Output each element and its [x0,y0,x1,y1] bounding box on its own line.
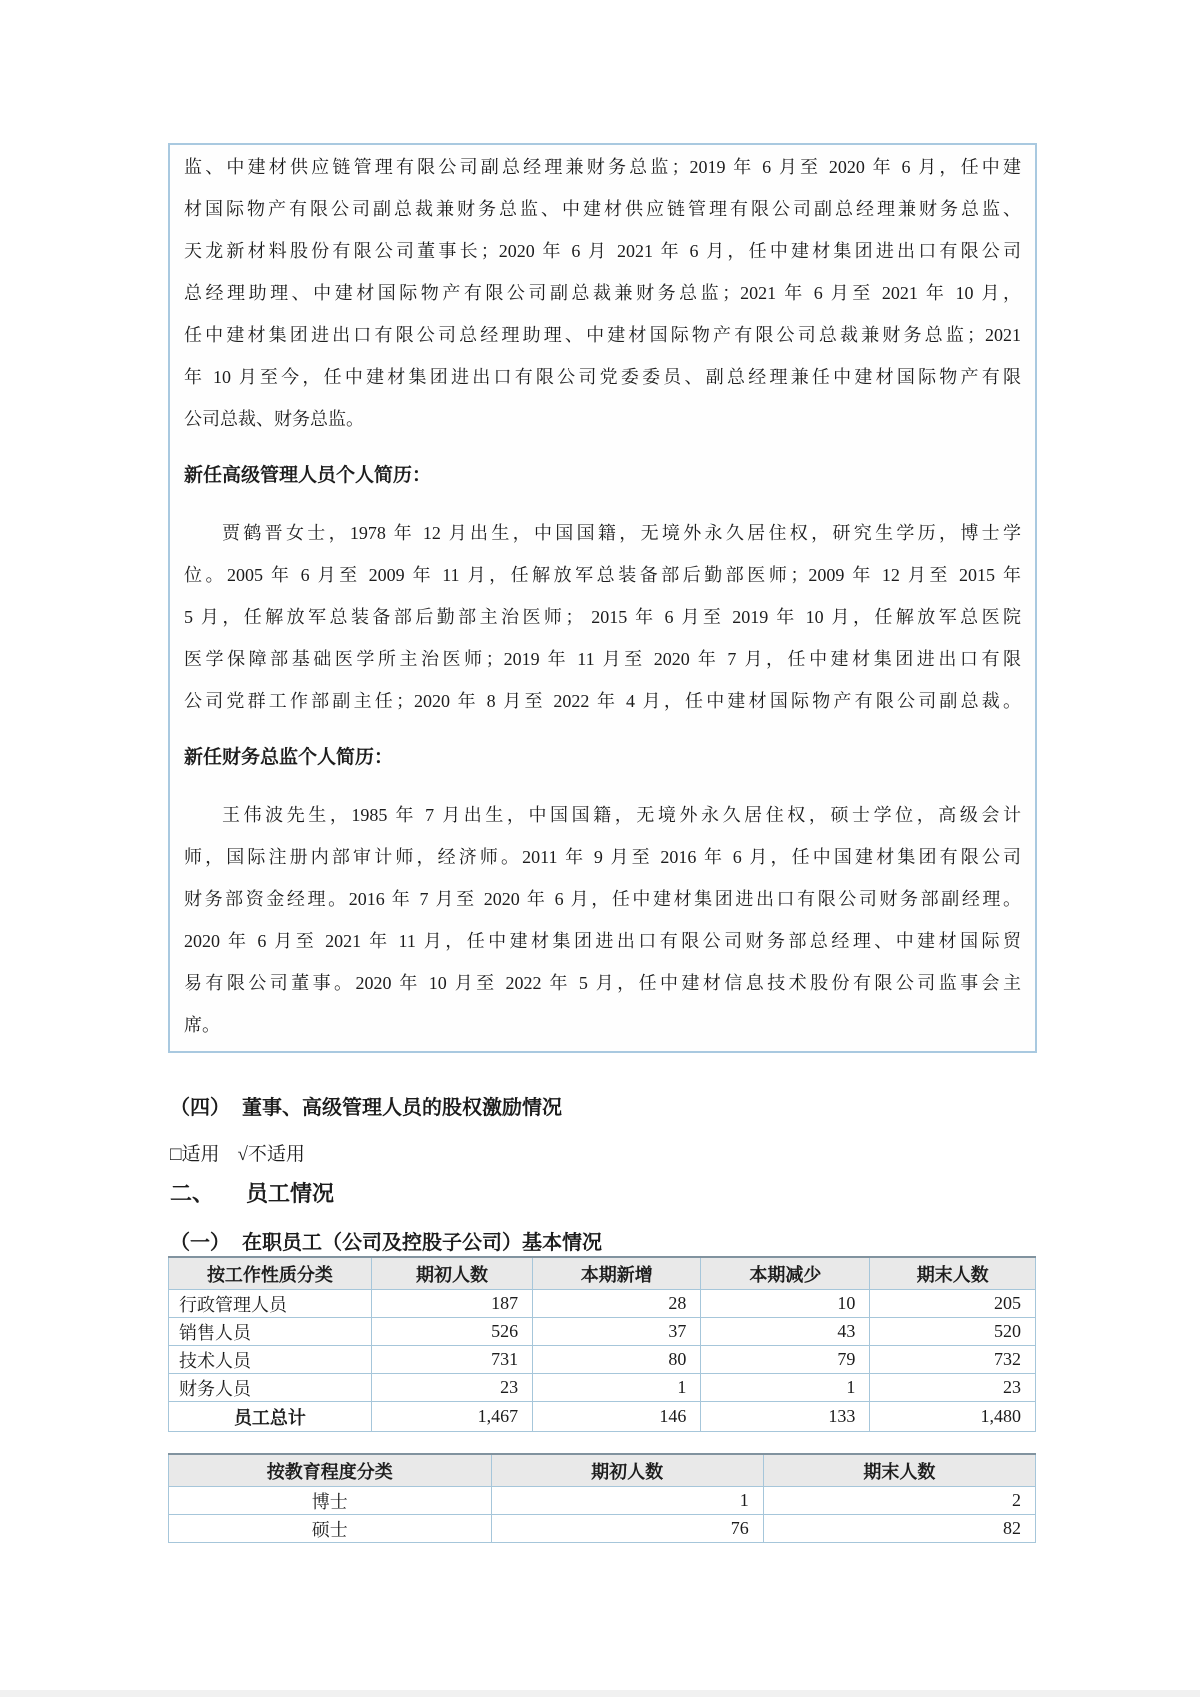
table-header-row [169,1454,1036,1487]
value-cell: 76 [491,1515,763,1543]
header-cell: 期末人数 [870,1257,1036,1290]
subsection-1-heading [170,1226,602,1255]
value-cell: 520 [870,1318,1036,1346]
section-4-heading [170,1091,562,1120]
checkbox-applicable-unchecked: □适用 [170,1144,220,1165]
category-cell: 博士 [169,1487,492,1515]
paragraph-line: 总经理助理、中建材国际物产有限公司副总裁兼财务总监；2021 年 6 月至 2021 年 10 月， [184,283,1021,303]
senior-manager-bio-paragraph [184,512,1021,722]
paragraph-line: 医学保障部基础医学所主治医师；2019 年 11 月至 2020 年 7 月，任中建材集团进出口有限 [184,649,1021,669]
value-cell: 23 [870,1374,1036,1402]
value-cell: 10 [701,1290,870,1318]
value-cell: 731 [371,1346,532,1374]
new-cfo-bio-heading: 新任财务总监个人简历： [184,747,394,768]
cfo-bio-paragraph [184,794,1021,1046]
value-cell: 1 [701,1374,870,1402]
header-cell: 按教育程度分类 [169,1454,492,1487]
category-cell: 技术人员 [169,1346,372,1374]
table-row [169,1487,1036,1515]
value-cell: 1 [533,1374,701,1402]
paragraph-line: 师，国际注册内部审计师，经济师。2011 年 9 月至 2016 年 6 月，任中国建材集团有限公司 [184,847,1021,867]
header-cell: 按工作性质分类 [169,1257,372,1290]
employees-by-education-table [168,1453,1036,1543]
table-row [169,1318,1036,1346]
management-bio-box [168,143,1037,1053]
paragraph-line: 监、中建材供应链管理有限公司副总经理兼财务总监；2019 年 6 月至 2020 年 6 月，任中建 [184,157,1021,177]
category-cell: 销售人员 [169,1318,372,1346]
value-cell: 28 [533,1290,701,1318]
table-total-row [169,1402,1036,1432]
value-cell: 133 [701,1402,870,1432]
value-cell: 82 [763,1515,1035,1543]
value-cell: 80 [533,1346,701,1374]
header-cell: 期初人数 [371,1257,532,1290]
page-edge-shadow [0,1690,1200,1697]
paragraph-line: 贾鹤晋女士，1978 年 12 月出生，中国国籍，无境外永久居住权，研究生学历，博士学 [222,523,1021,543]
paragraph-line: 公司总裁、财务总监。 [184,409,364,429]
employees-by-role-table [168,1256,1036,1432]
value-cell: 43 [701,1318,870,1346]
value-cell: 205 [870,1290,1036,1318]
paragraph-line: 易有限公司董事。2020 年 10 月至 2022 年 5 月，任中建材信息技术股份有限公司监事会主 [184,973,1021,993]
section-4-title: 董事、高级管理人员的股权激励情况 [242,1097,562,1119]
table-row [169,1374,1036,1402]
paragraph-line: 2020 年 6 月至 2021 年 11 月，任中建材集团进出口有限公司财务部总经理、中建材国际贸 [184,931,1021,951]
value-cell: 146 [533,1402,701,1432]
section-2-number: 二、 [170,1181,215,1206]
paragraph-line: 财务部资金经理。2016 年 7 月至 2020 年 6 月，任中建材集团进出口有限公司财务部副经理。 [184,889,1021,909]
total-label-cell: 员工总计 [169,1402,372,1432]
value-cell: 526 [371,1318,532,1346]
checkmark-not-applicable: √不适用 [237,1144,305,1165]
category-cell: 行政管理人员 [169,1290,372,1318]
new-senior-manager-bio-heading: 新任高级管理人员个人简历： [184,465,432,486]
section-2-heading [170,1177,334,1208]
value-cell: 732 [870,1346,1036,1374]
table-header-row [169,1257,1036,1290]
subsection-1-number: （一） [170,1232,230,1254]
table-row [169,1515,1036,1543]
applicability-line [170,1139,305,1166]
paragraph-line: 位。2005 年 6 月至 2009 年 11 月，任解放军总装备部后勤部医师；2009 年 12 月至 2015 年 [184,565,1021,585]
paragraph-line: 材国际物产有限公司副总裁兼财务总监、中建材供应链管理有限公司副总经理兼财务总监、 [184,199,1021,219]
header-cell: 期初人数 [491,1454,763,1487]
paragraph-line: 王伟波先生，1985 年 7 月出生，中国国籍，无境外永久居住权，硕士学位，高级会计 [222,805,1021,825]
value-cell: 23 [371,1374,532,1402]
paragraph-line: 公司党群工作部副主任；2020 年 8 月至 2022 年 4 月，任中建材国际物产有限公司副总裁。 [184,691,1021,711]
paragraph-line: 年 10 月至今，任中建材集团进出口有限公司党委委员、副总经理兼任中建材国际物产有限 [184,367,1021,387]
subsection-1-title: 在职员工（公司及控股子公司）基本情况 [242,1232,602,1254]
bio-continuation-paragraph [184,146,1021,440]
header-cell: 期末人数 [763,1454,1035,1487]
section-2-title: 员工情况 [246,1181,335,1206]
value-cell: 1,480 [870,1402,1036,1432]
paragraph-line: 任中建材集团进出口有限公司总经理助理、中建材国际物产有限公司总裁兼财务总监；2021 [184,325,1021,345]
header-cell: 本期新增 [533,1257,701,1290]
paragraph-line: 5 月，任解放军总装备部后勤部主治医师； 2015 年 6 月至 2019 年 10 月，任解放军总医院 [184,607,1021,627]
paragraph-line: 席。 [184,1015,220,1035]
paragraph-line: 天龙新材料股份有限公司董事长；2020 年 6 月 2021 年 6 月，任中建材集团进出口有限公司 [184,241,1021,261]
category-cell: 财务人员 [169,1374,372,1402]
value-cell: 37 [533,1318,701,1346]
value-cell: 187 [371,1290,532,1318]
category-cell: 硕士 [169,1515,492,1543]
value-cell: 1,467 [371,1402,532,1432]
value-cell: 79 [701,1346,870,1374]
section-4-number: （四） [170,1097,230,1119]
value-cell: 1 [491,1487,763,1515]
value-cell: 2 [763,1487,1035,1515]
table-row [169,1346,1036,1374]
header-cell: 本期减少 [701,1257,870,1290]
table-row [169,1290,1036,1318]
